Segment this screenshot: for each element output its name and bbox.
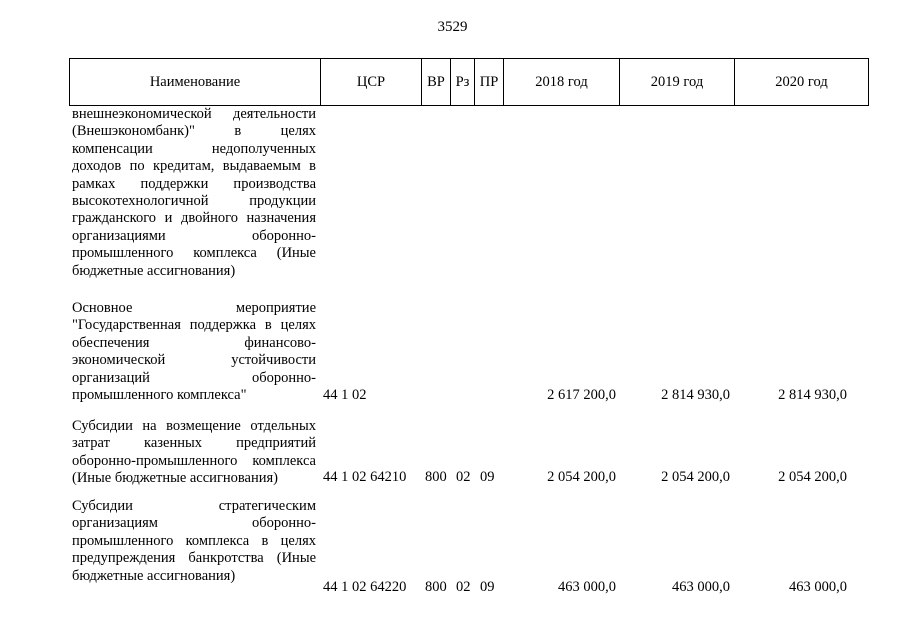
header-vr: ВР	[422, 59, 451, 105]
row-name-line: промышленного комплекса в целях	[72, 532, 316, 549]
row-name-line: оборонно-промышленного комплекса	[72, 452, 316, 469]
row-name	[72, 106, 316, 280]
row-name-line: обеспечения финансово-	[72, 334, 316, 351]
row-name-line: затрат казенных предприятий	[72, 435, 316, 452]
row-name	[72, 498, 316, 585]
table-row	[0, 284, 905, 404]
cell-csr: 44 1 02	[323, 386, 367, 403]
row-name-line: гражданского и двойного назначения	[72, 210, 316, 227]
cell-pr: 09	[480, 578, 495, 595]
cell-2018: 2 617 200,0	[547, 386, 616, 403]
header-2020: 2020 год	[775, 73, 828, 90]
row-name-line: доходов по кредитам, выдаваемым в	[72, 158, 316, 175]
cell-2018: 463 000,0	[558, 578, 616, 595]
row-name-line: организациями оборонно-	[72, 227, 316, 244]
row-name-line: рамках поддержки производства	[72, 175, 316, 192]
header-pr: ПР	[475, 59, 504, 105]
row-name-line: Субсидии на возмещение отдельных	[72, 418, 316, 434]
row-name-line: промышленного комплекса"	[72, 387, 247, 404]
row-name-line: компенсации недополученных	[72, 140, 316, 157]
cell-vr: 800	[425, 468, 447, 485]
cell-2020: 2 814 930,0	[778, 386, 847, 403]
header-rz: Рз	[451, 59, 475, 105]
table-header	[69, 58, 869, 106]
table-row	[0, 404, 905, 486]
row-values	[0, 387, 905, 404]
row-name-line: организаций оборонно-	[72, 369, 316, 386]
cell-2019: 463 000,0	[672, 578, 730, 595]
row-name-line: бюджетные ассигнования)	[72, 567, 236, 584]
table-body	[0, 106, 905, 596]
row-name-line: Основное мероприятие	[72, 300, 316, 316]
row-name-line: высокотехнологичной продукции	[72, 193, 316, 210]
table-row	[0, 106, 905, 284]
cell-2019: 2 054 200,0	[661, 468, 730, 485]
row-values	[0, 267, 905, 284]
row-name-line: (Внешэкономбанк)" в целях	[72, 123, 316, 140]
header-2019: 2019 год	[620, 59, 735, 105]
row-name-line: (Иные бюджетные ассигнования)	[72, 470, 279, 487]
cell-2018: 2 054 200,0	[547, 468, 616, 485]
row-name-line: внешнеэкономической деятельности	[72, 106, 316, 122]
cell-2020: 463 000,0	[789, 578, 847, 595]
row-name-line: предупреждения банкротства (Иные	[72, 550, 316, 567]
row-name-line: Субсидии стратегическим	[72, 498, 316, 514]
cell-rz: 02	[456, 468, 471, 485]
row-name-line: экономической устойчивости	[72, 352, 316, 369]
cell-rz: 02	[456, 578, 471, 595]
header-csr: ЦСР	[321, 59, 422, 105]
page-number: 3529	[437, 19, 468, 35]
row-name-line: "Государственная поддержка в целях	[72, 317, 316, 334]
header-2018: 2018 год	[504, 59, 620, 105]
cell-pr: 09	[480, 468, 495, 485]
cell-vr: 800	[425, 578, 447, 595]
cell-csr: 44 1 02 64220	[323, 578, 407, 595]
row-name-line: промышленного комплекса (Иные	[72, 245, 316, 262]
row-values	[0, 469, 905, 486]
cell-csr: 44 1 02 64210	[323, 468, 407, 485]
row-name-line: организациям оборонно-	[72, 515, 316, 532]
table-row	[0, 486, 905, 596]
header-name: Наименование	[70, 59, 321, 105]
cell-2020: 2 054 200,0	[778, 468, 847, 485]
cell-2019: 2 814 930,0	[661, 386, 730, 403]
row-name-line: бюджетные ассигнования)	[72, 262, 236, 279]
row-values	[0, 579, 905, 596]
